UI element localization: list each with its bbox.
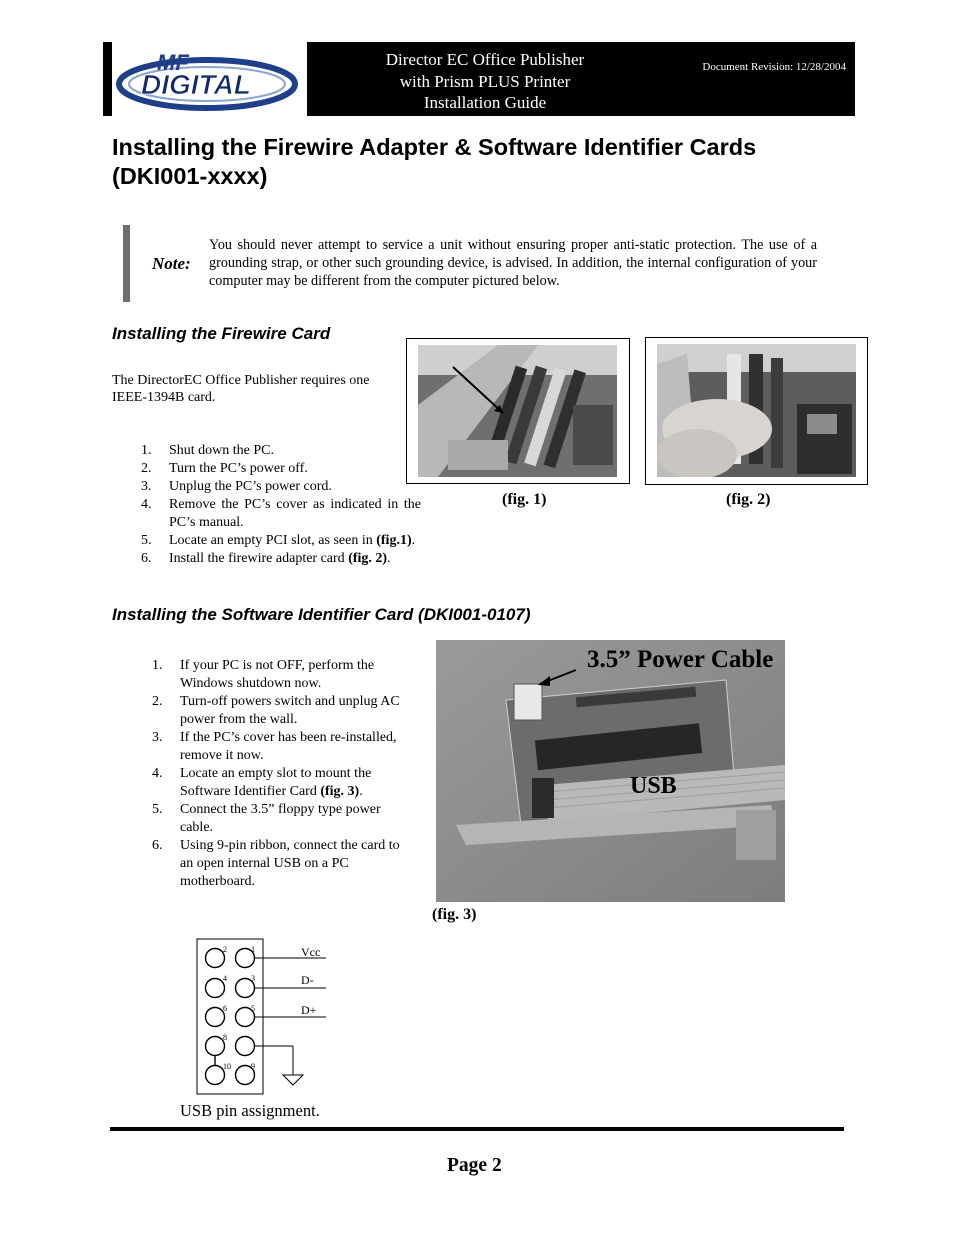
step-text-end: .: [411, 533, 416, 548]
firewire-steps: [141, 442, 421, 568]
software-card-steps: [152, 657, 412, 891]
list-item: [152, 729, 412, 765]
figure-3-caption: (fig. 3): [432, 906, 477, 923]
mf-digital-logo: [115, 44, 305, 114]
pin-label: 2: [223, 945, 227, 954]
list-item: [141, 442, 421, 460]
list-item: [141, 460, 421, 478]
pc-interior-photo: [418, 345, 617, 477]
usb-label: USB: [630, 773, 677, 799]
pin-label: 5: [251, 1004, 255, 1013]
figure-reference: (fig.1): [376, 533, 412, 548]
page-title-line: Installing the Firewire Adapter & Software Identifier Cards: [112, 134, 757, 160]
step-number: 2.: [141, 461, 152, 476]
step-text-end: .: [359, 784, 363, 799]
ground-symbol: [283, 1075, 303, 1085]
step-number: 1.: [152, 658, 163, 673]
footer-divider: [110, 1127, 844, 1131]
usb-pin-caption: USB pin assignment.: [180, 1101, 320, 1120]
figure-2-caption: (fig. 2): [726, 491, 771, 508]
pin-label: 10: [223, 1062, 231, 1071]
svg-text:DIGITAL: DIGITAL: [141, 69, 251, 100]
software-card-heading: Installing the Software Identifier Card (DKI001-0107): [112, 605, 531, 624]
header-title-line: Installation Guide: [423, 93, 547, 112]
step-text: Connect the 3.5” floppy type power cable.: [180, 802, 381, 835]
page-title: [112, 133, 852, 191]
pin-10: [206, 1066, 225, 1085]
figure-reference: (fig. 3): [320, 784, 360, 799]
pin-8: [206, 1037, 225, 1056]
note-label: Note:: [152, 254, 191, 273]
figure-3-photo: [436, 640, 785, 902]
signal-label: D+: [301, 1003, 317, 1017]
list-item: [152, 765, 412, 801]
figure-2-photo: [645, 337, 868, 485]
step-number: 2.: [152, 694, 163, 709]
pin-label: 8: [223, 1033, 227, 1042]
signal-label: D-: [301, 973, 314, 987]
power-cable-label: 3.5” Power Cable: [587, 646, 774, 673]
pin-label: 1: [251, 945, 255, 954]
step-number: 3.: [141, 479, 152, 494]
figure-reference: (fig. 2): [348, 551, 388, 566]
header-title: [307, 49, 663, 114]
logo-bar: [103, 42, 112, 116]
step-number: 1.: [141, 443, 152, 458]
pin-2: [206, 949, 225, 968]
svg-text:MF: MF: [157, 50, 189, 75]
step-text: Install the firewire adapter card: [169, 551, 349, 566]
pin-7: [236, 1037, 255, 1056]
document-revision: Document Revision: 12/28/2004: [702, 61, 846, 73]
step-text-end: .: [387, 551, 391, 566]
list-item: [152, 657, 412, 693]
list-item: [141, 478, 421, 496]
step-number: 4.: [152, 766, 163, 781]
usb-pin-diagram: [190, 936, 340, 1098]
page-title-line: (DKI001-xxxx): [112, 163, 268, 189]
step-text: Using 9-pin ribbon, connect the card to an open internal USB on a PC motherboard.: [180, 838, 400, 889]
list-item: [141, 496, 421, 532]
list-item: [152, 837, 412, 891]
list-item: [152, 801, 412, 837]
step-number: 6.: [152, 838, 163, 853]
figure-1-caption: (fig. 1): [502, 491, 547, 508]
firewire-intro: The DirectorEC Office Publisher requires one IEEE-1394B card.: [112, 373, 370, 405]
pin-label: 4: [223, 974, 227, 983]
note-text: You should never attempt to service a unit without ensuring proper anti-static protection. The use of a grounding strap, or other such grounding device, is advised. In addition, the internal configuration of your computer may be different from the computer pictured below.: [209, 237, 817, 289]
firewire-heading: Installing the Firewire Card: [112, 324, 331, 343]
step-text: Turn the PC’s power off.: [169, 461, 308, 476]
step-text: Remove the PC’s cover as indicated in the PC’s manual.: [169, 497, 421, 530]
pin-label: 6: [223, 1004, 227, 1013]
logo: [103, 42, 303, 116]
step-text: Turn-off powers switch and unplug AC power from the wall.: [180, 694, 400, 727]
signal-label: Vcc: [301, 945, 321, 959]
header-title-line: Director EC Office Publisher: [385, 50, 585, 69]
step-text: Locate an empty slot to mount the Software Identifier Card: [180, 766, 372, 799]
list-item: [141, 550, 421, 568]
step-text: Unplug the PC’s power cord.: [169, 479, 332, 494]
step-text: Shut down the PC.: [169, 443, 275, 458]
note-bar: [123, 225, 130, 302]
pin-4: [206, 979, 225, 998]
pin-label: 3: [251, 974, 255, 983]
step-text: If your PC is not OFF, perform the Windows shutdown now.: [180, 658, 375, 691]
card-install-photo: [657, 344, 856, 477]
step-number: 4.: [141, 497, 152, 512]
step-number: 6.: [141, 551, 152, 566]
pin-label: 9: [251, 1062, 255, 1071]
step-text: Locate an empty PCI slot, as seen in: [169, 533, 377, 548]
list-item: [141, 532, 421, 550]
figure-1-photo: [406, 338, 630, 484]
header-title-line: with Prism PLUS Printer: [399, 71, 571, 91]
step-number: 5.: [152, 802, 163, 817]
header-banner: [307, 42, 855, 116]
step-number: 5.: [141, 533, 152, 548]
step-number: 3.: [152, 730, 163, 745]
list-item: [152, 693, 412, 729]
step-text: If the PC’s cover has been re-installed, remove it now.: [180, 730, 397, 763]
page-number: Page 2: [447, 1155, 502, 1176]
pin-6: [206, 1008, 225, 1027]
